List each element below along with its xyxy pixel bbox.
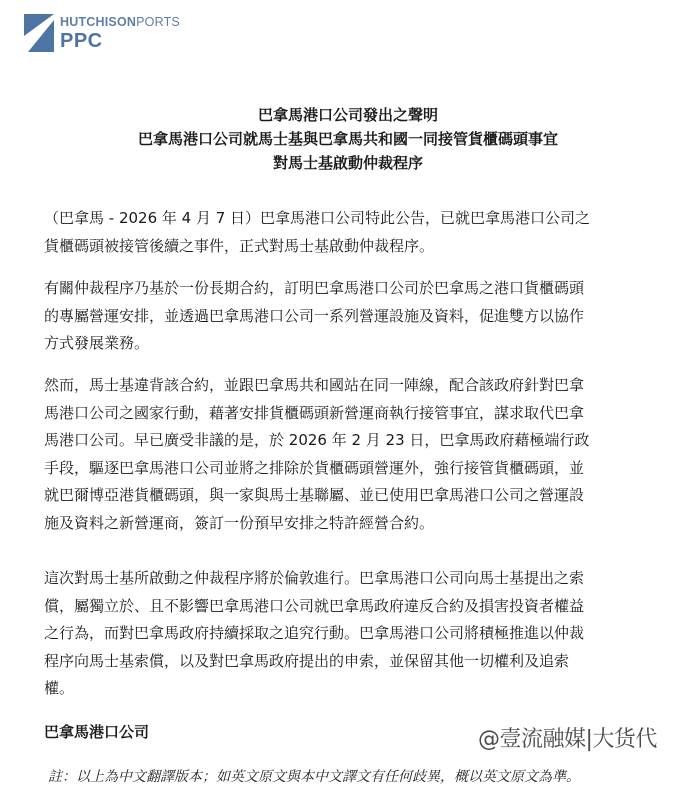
paragraph-line: 程序向馬士基索償，以及對巴拿馬政府提出的申索，並保留其他一切權利及追索 [44,651,570,670]
paragraph-line: （巴拿馬 - 2026 年 4 月 7 日）巴拿馬港口公司特此公告，已就巴拿馬港口公司之 [44,209,591,227]
paragraph-line: 有關仲裁程序乃基於一份長期合約，訂明巴拿馬港口公司於巴拿馬之港口貨櫃碼頭 [44,279,585,297]
paragraph-contract-basis [44,275,674,358]
paragraph-line: 方式發展業務。 [44,334,150,352]
paragraph-line: 之行為，而對巴拿馬政府持續採取之追究行動。巴拿馬港口公司將積極推進以仲裁 [44,624,585,642]
signature: 巴拿馬港口公司 [44,723,150,741]
logo-brand-text: HUTCHISONPORTS [60,15,180,29]
title-line-1: 巴拿馬港口公司發出之聲明 [257,106,438,124]
paragraph-line: 這次對馬士基所啟動之仲裁程序將於倫敦進行。巴拿馬港口公司向馬士基提出之索 [44,569,585,587]
paragraph-line: 馬港口公司。早已廣受非議的是，於 2026 年 2 月 23 日，巴拿馬政府藉極端行政 [44,431,590,449]
paragraph-line: 權。 [44,679,75,697]
paragraph-breach [44,372,674,537]
title-line-2: 巴拿馬港口公司就馬士基與巴拿馬共和國一同接管貨櫃碼頭事宜 [137,130,558,148]
paragraph-line: 就巴爾博亞港貨櫃碼頭，與一家與馬士基聯屬、並已使用巴拿馬港口公司之營運設 [44,486,585,504]
paragraph-line: 貨櫃碼頭被接管後續之事件，正式對馬士基啟動仲裁程序。 [44,236,435,255]
paragraph-line: 償，屬獨立於、且不影響巴拿馬港口公司就巴拿馬政府違反合約及損害投資者權益 [44,596,585,615]
statement-title [0,103,696,175]
hutchison-ports-logo-icon [24,14,54,52]
paragraph-line: 然而，馬士基違背該合約，並跟巴拿馬共和國站在同一陣線，配合該政府針對巴拿 [44,376,585,394]
paragraph-line: 手段，驅逐巴拿馬港口公司並將之排除於貨櫃碼頭營運外，強行接管貨櫃碼頭，並 [44,458,585,477]
company-logo [24,14,224,54]
paragraph-announcement [44,205,674,260]
watermark: @壹流融媒|大货代 [478,727,657,752]
paragraph-line: 馬港口公司之國家行動，藉著安排貨櫃碼頭新營運商執行接管事宜，謀求取代巴拿 [44,403,585,422]
paragraph-line: 的專屬營運安排，並透過巴拿馬港口公司一系列營運設施及資料，促進雙方以協作 [44,306,585,325]
paragraph-line: 施及資料之新營運商，簽訂一份預早安排之特許經營合約。 [44,513,435,532]
logo-sub-text: PPC [60,30,103,52]
title-line-3: 對馬士基啟動仲裁程序 [272,154,423,172]
translation-note: 註：以上為中文翻譯版本；如英文原文與本中文譯文有任何歧異，概以英文原文為準。 [48,769,580,785]
paragraph-arbitration [44,565,674,703]
